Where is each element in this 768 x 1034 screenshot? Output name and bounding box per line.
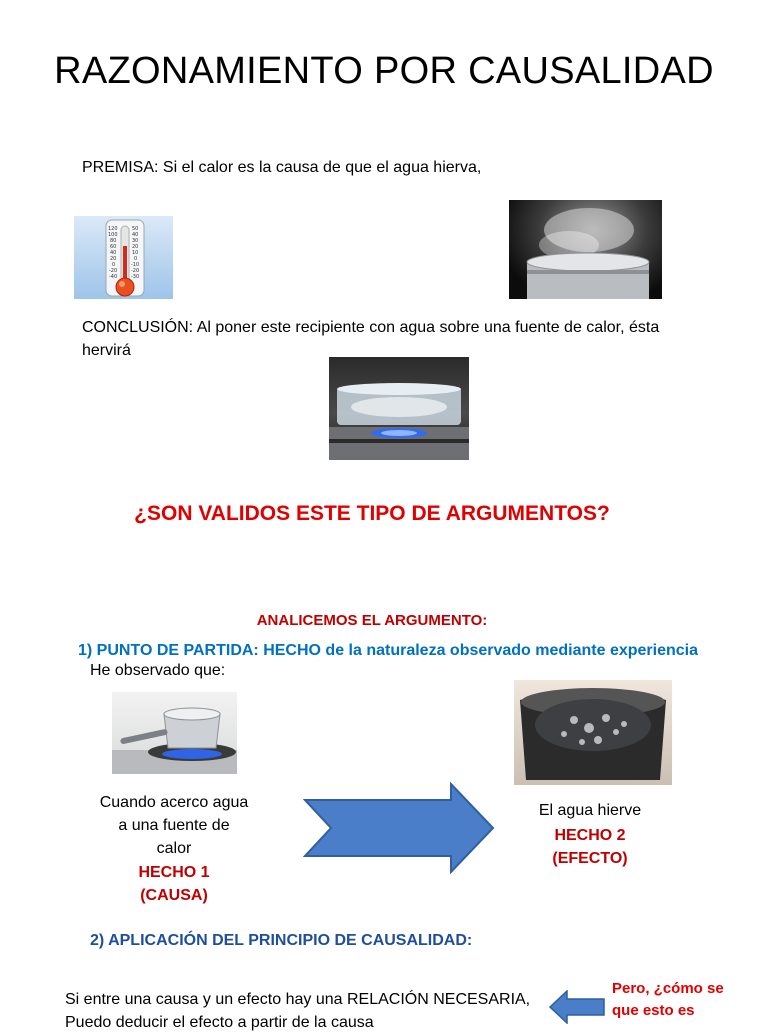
right-arrow-icon — [303, 782, 495, 874]
side-question-line-1: Pero, ¿cómo se — [612, 980, 724, 997]
svg-text:40: 40 — [110, 250, 117, 256]
svg-text:-20: -20 — [109, 268, 118, 274]
svg-text:20: 20 — [132, 244, 139, 250]
rule-line-2: Puedo deducir el efecto a partir de la causa — [65, 1014, 374, 1031]
svg-text:0: 0 — [134, 256, 138, 262]
svg-text:0: 0 — [112, 262, 116, 268]
step-1-heading: 1) PUNTO DE PARTIDA: HECHO de la naturaleza observado mediante experiencia — [78, 642, 699, 659]
svg-text:-40: -40 — [109, 274, 118, 280]
thermometer-image — [74, 216, 173, 299]
svg-text:100: 100 — [108, 232, 118, 238]
rule-line-1: Si entre una causa y un efecto hay una RELACIÓN NECESARIA, — [65, 991, 531, 1008]
analyze-heading: ANALICEMOS EL ARGUMENTO: — [256, 612, 488, 629]
observed-text: He observado que: — [90, 662, 226, 679]
svg-text:50: 50 — [132, 226, 139, 232]
svg-text:40: 40 — [132, 232, 139, 238]
cause-label — [82, 861, 266, 907]
svg-text:-30: -30 — [131, 274, 140, 280]
effect-label-line-2: (EFECTO) — [552, 850, 628, 867]
cause-label-line-2: (CAUSA) — [140, 887, 208, 904]
svg-text:120: 120 — [108, 226, 118, 232]
svg-text:30: 30 — [132, 238, 139, 244]
svg-text:-10: -10 — [131, 262, 140, 268]
conclusion-line-2: hervirá — [82, 342, 131, 359]
pot-on-stove-image — [329, 357, 469, 460]
cause-line-3: calor — [156, 840, 192, 857]
svg-text:10: 10 — [132, 250, 139, 256]
svg-text:-20: -20 — [131, 268, 140, 274]
premise-text: PREMISA: Si el calor es la causa de que el agua hierva, — [82, 159, 482, 176]
steaming-pot-image — [509, 200, 662, 299]
page-title: RAZONAMIENTO POR CAUSALIDAD — [54, 50, 714, 92]
effect-label-line-1: HECHO 2 — [554, 827, 626, 844]
svg-text:60: 60 — [110, 244, 117, 250]
effect-label — [500, 824, 680, 870]
effect-description: El agua hierve — [538, 802, 642, 819]
cause-label-line-1: HECHO 1 — [138, 864, 210, 881]
svg-text:20: 20 — [110, 256, 117, 262]
conclusion-line-1: CONCLUSIÓN: Al poner este recipiente con agua sobre una fuente de calor, ésta — [82, 319, 660, 336]
pan-on-burner-image — [112, 692, 237, 774]
question-heading: ¿SON VALIDOS ESTE TIPO DE ARGUMENTOS? — [134, 502, 610, 525]
left-arrow-icon — [549, 990, 605, 1024]
cause-line-1: Cuando acerco agua — [99, 794, 249, 811]
svg-text:80: 80 — [110, 238, 117, 244]
cause-line-2: a una fuente de — [118, 817, 230, 834]
step-2-heading: 2) APLICACIÓN DEL PRINCIPIO DE CAUSALIDAD: — [90, 932, 473, 949]
boiling-pot-image — [514, 680, 672, 785]
side-question-line-2: que esto es — [612, 1002, 695, 1019]
cause-description — [82, 791, 266, 860]
side-question — [612, 978, 724, 1022]
